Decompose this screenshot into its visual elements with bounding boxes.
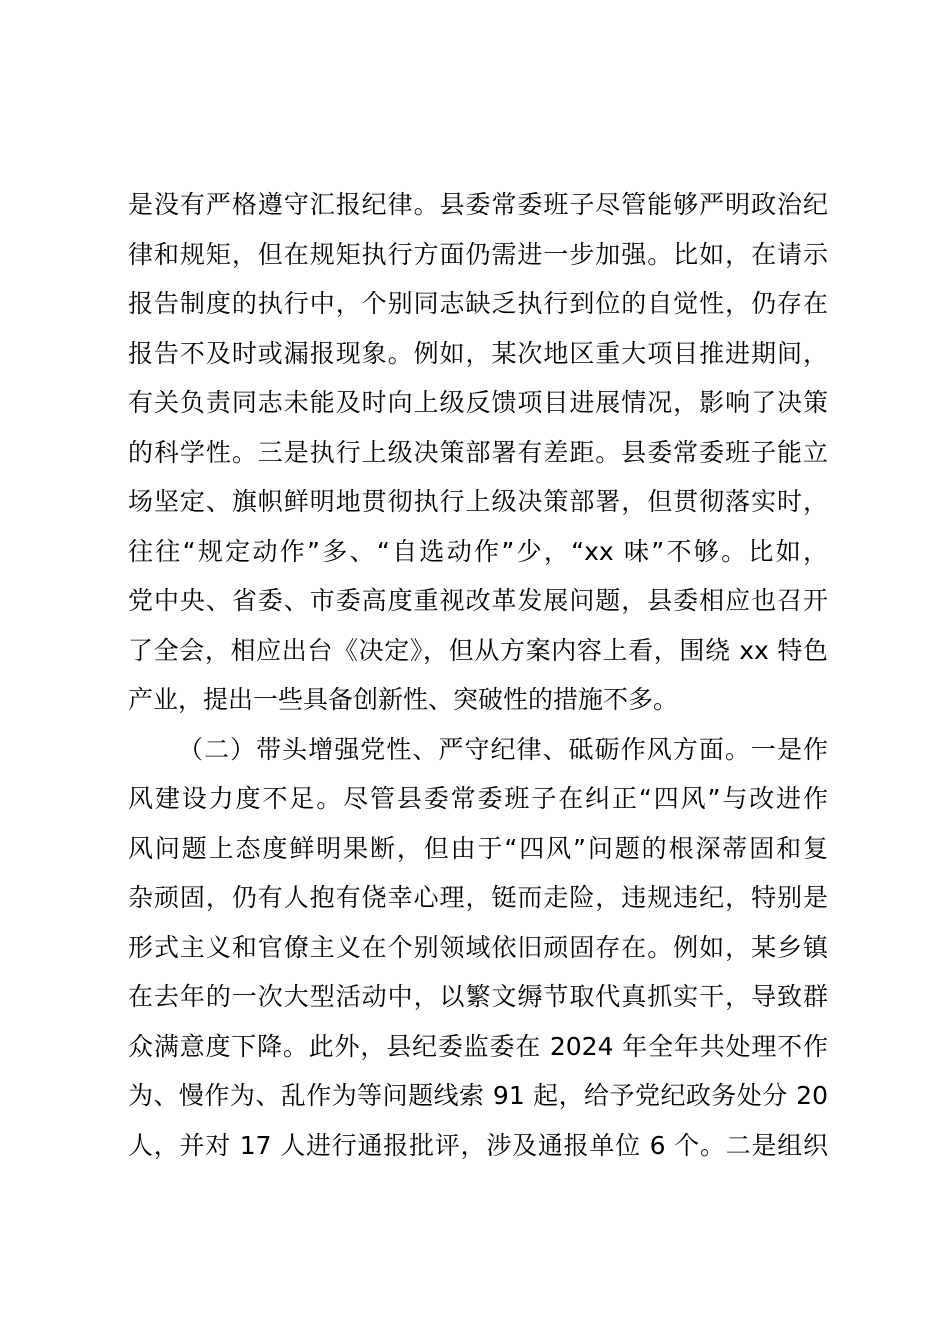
text-line: 有关负责同志未能及时向上级反馈项目进展情况，影响了决策 (128, 388, 828, 417)
text-line: 的科学性。三是执行上级决策部署有差距。县委常委班子能立 (128, 437, 828, 467)
text-line: 党中央、省委、市委高度重视改革发展问题，县委相应也召开 (128, 586, 828, 615)
text-line: 人，并对 17 人进行通报批评，涉及通报单位 6 个。二是组织 (128, 1130, 828, 1160)
body-text (128, 180, 828, 1170)
text-line: 是没有严格遵守汇报纪律。县委常委班子尽管能够严明政治纪 (128, 190, 828, 219)
text-line: 形式主义和官僚主义在个别领域依旧顽固存在。例如，某乡镇 (128, 932, 828, 962)
text-line: 风问题上态度鲜明果断，但由于“四风”问题的根深蒂固和复 (128, 833, 828, 863)
text-line: 在去年的一次大型活动中，以繁文缛节取代真抓实干，导致群 (128, 982, 828, 1011)
text-line: 了全会，相应出台《决定》，但从方案内容上看，围绕 xx 特色 (128, 635, 828, 665)
text-line: 众满意度下降。此外，县纪委监委在 2024 年全年共处理不作 (128, 1031, 828, 1061)
text-line: 场坚定、旗帜鲜明地贯彻执行上级决策部署，但贯彻落实时， (128, 487, 828, 516)
text-line: 报告制度的执行中，个别同志缺乏执行到位的自觉性，仍存在 (128, 289, 828, 318)
text-line: 律和规矩，但在规矩执行方面仍需进一步加强。比如，在请示 (128, 239, 828, 269)
text-line: 产业，提出一些具备创新性、突破性的措施不多。 (128, 685, 679, 714)
text-line: 为、慢作为、乱作为等问题线索 91 起，给予党纪政务处分 20 (128, 1081, 828, 1110)
text-line: 杂顽固，仍有人抱有侥幸心理，铤而走险，违规违纪，特别是 (128, 883, 828, 912)
text-line: 风建设力度不足。尽管县委常委班子在纠正“四风”与改进作 (128, 784, 828, 813)
text-line: 往往“规定动作”多、“自选动作”少，“xx 味”不够。比如， (128, 536, 828, 566)
section-heading-line: （二）带头增强党性、严守纪律、砥砺作风方面。一是作 (178, 734, 828, 764)
text-line: 报告不及时或漏报现象。例如，某次地区重大项目推进期间， (128, 338, 828, 368)
